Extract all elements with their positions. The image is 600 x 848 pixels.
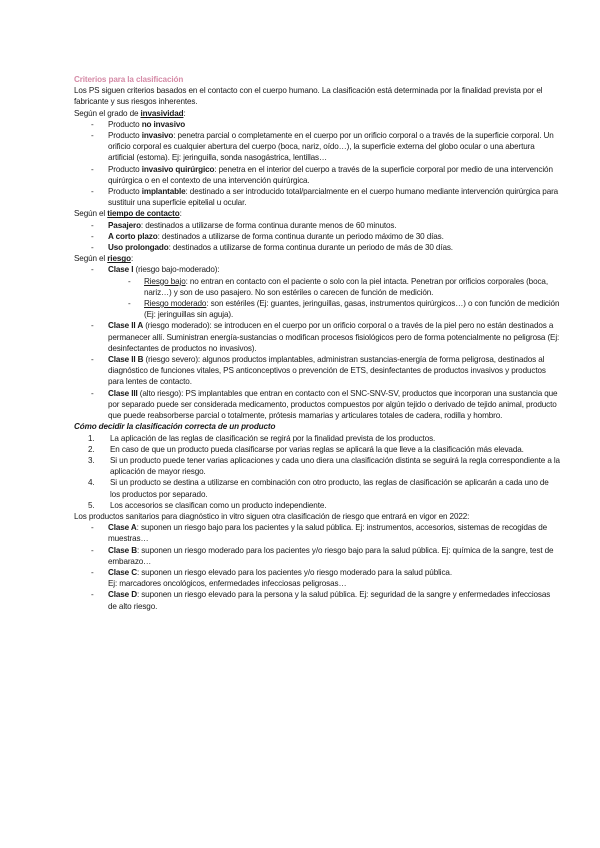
- dash-bullet: -: [91, 590, 94, 600]
- item-text: : destinados a utilizarse de forma continua durante menos de 60 minutos.: [140, 220, 397, 230]
- dash-bullet: -: [91, 164, 94, 174]
- sub-item-text: : son estériles (Ej: guantes, jeringuillas, gasas, instrumentos quirúrgicos…) o con función de medición (Ej: jeringuillas sin aguja).: [144, 299, 560, 320]
- sub-item-term: Riesgo moderado: [144, 299, 207, 309]
- intro-paragraph: Los PS siguen criterios basados en el contacto con el cuerpo humano. La clasificación está determinada por la finalidad prevista por el fabricante y sus riesgos inherentes.: [74, 86, 543, 107]
- dash-bullet: -: [91, 321, 94, 331]
- sub-item-term: Riesgo bajo: [144, 276, 186, 286]
- list-item: [74, 130, 560, 164]
- list-item: [74, 354, 560, 388]
- item-term: no invasivo: [141, 119, 186, 129]
- list-item: [74, 220, 560, 231]
- dash-bullet: -: [128, 276, 131, 286]
- dash-bullet: -: [91, 388, 94, 398]
- lead-text: Según el grado de: [74, 108, 141, 118]
- list-item: [74, 545, 560, 567]
- item-number: 3.: [88, 455, 95, 465]
- item-term: Clase C: [108, 567, 137, 577]
- list-item: [74, 589, 560, 611]
- dash-bullet: -: [91, 265, 94, 275]
- list-item: [74, 320, 560, 354]
- item-term: Clase I: [108, 265, 134, 275]
- dash-bullet: -: [128, 299, 131, 309]
- item-term: implantable: [141, 187, 186, 197]
- item-text: : suponen un riesgo moderado para los pacientes y/o riesgo bajo para la salud pública. Ej: química de la sangre, test de embarazo…: [108, 545, 554, 566]
- item-text: : destinado a ser introducido total/parcialmente en el cuerpo humano mediante intervención quirúrgica para sustituir una superficie epitelial u ocular.: [108, 187, 559, 208]
- item-lead: Producto: [108, 187, 142, 197]
- dash-bullet: -: [91, 567, 94, 577]
- numbered-item: [74, 455, 560, 477]
- item-number: 1.: [88, 433, 95, 443]
- item-number: 2.: [88, 444, 95, 454]
- item-text: Si un producto puede tener varias aplicaciones y cada uno diera una clasificación distinta se seguirá la regla correspondiente a la aplicación de mayor riesgo.: [110, 455, 560, 477]
- item-term: A corto plazo: [108, 231, 158, 241]
- item-number: 4.: [88, 478, 95, 488]
- item-term: Clase III: [108, 388, 138, 398]
- section-heading: Criterios para la clasificación: [74, 75, 184, 84]
- dash-bullet: -: [91, 545, 94, 555]
- decidir-heading: Cómo decidir la clasificación correcta de un producto: [74, 422, 276, 432]
- item-text: : suponen un riesgo elevado para los pacientes y/o riesgo moderado para la salud pública.: [136, 567, 452, 577]
- list-item: [74, 264, 560, 275]
- item-term: Uso prolongado: [108, 243, 169, 253]
- item-term: Clase B: [108, 545, 137, 555]
- sub-item-text: : no entran en contacto con el paciente o solo con la piel intacta. Penetran por orificios corporales (boca, nariz…) y son de uso pasajero. No son estériles o carecen de función de medición.: [144, 276, 548, 297]
- sub-list-item: [74, 276, 560, 298]
- invasividad-term: invasividad: [140, 108, 184, 118]
- item-text: (alto riesgo): PS implantables que entran en contacto con el SNC-SNV-SV, productos que incorporan una sustancia que por separado puede ser considerada medicamento, productos compuestos por algún tejido o derivado de tejido animal, producto que puede reabsorberse parcial o totalmente, prótesis mamarias y articulares totales de cadera, rodilla y hombro.: [108, 388, 558, 421]
- item-term: invasivo: [141, 131, 174, 141]
- dash-bullet: -: [91, 523, 94, 533]
- numbered-item: [74, 477, 560, 499]
- item-lead: Producto: [108, 119, 142, 129]
- item-text: : destinados a utilizarse de forma continua durante un periodo máximo de 30 días.: [157, 231, 444, 241]
- dash-bullet: -: [91, 187, 94, 197]
- colon: :: [179, 209, 182, 219]
- item-lead: Producto: [108, 131, 142, 141]
- list-item: [74, 522, 560, 544]
- dash-bullet: -: [91, 220, 94, 230]
- item-term: invasivo quirúrgico: [141, 164, 215, 174]
- sub-list-item: [74, 298, 560, 320]
- item-text: : penetra parcial o completamente en el cuerpo por un orificio corporal o a través de la superficie corporal. Un orificio corporal es cualquier abertura del cuerpo (boca, nariz, oído…), la superficie externa del globo ocular o una abertura artificial (estoma). Ej: jeringuilla, sonda nasogástrica, lentillas…: [108, 131, 554, 163]
- list-item: [74, 567, 560, 589]
- document-body: [74, 74, 560, 612]
- item-text: : suponen un riesgo bajo para los pacientes y la salud pública. Ej: instrumentos, accesorios, sistemas de recogidas de muestras…: [108, 523, 548, 544]
- item-term: Clase II A: [108, 321, 144, 331]
- colon: :: [130, 254, 134, 264]
- dash-bullet: -: [91, 231, 94, 241]
- invasividad-heading: [74, 108, 560, 119]
- numbered-item: [74, 500, 560, 511]
- dash-bullet: -: [91, 355, 94, 365]
- colon: :: [183, 108, 186, 118]
- item-term: Pasajero: [108, 220, 141, 230]
- dash-bullet: -: [91, 243, 94, 253]
- numbered-item: [74, 433, 560, 444]
- list-item: [74, 119, 560, 130]
- vitro-intro: Los productos sanitarios para diagnóstico in vitro siguen otra clasificación de riesgo que entrará en vigor en 2022:: [74, 511, 470, 521]
- item-lead: Producto: [108, 164, 142, 174]
- list-item: [74, 242, 560, 253]
- riesgo-heading: [74, 253, 560, 264]
- tiempo-term: tiempo de contacto: [107, 209, 180, 219]
- item-example: Ej: marcadores oncológicos, enfermedades infecciosas peligrosas…: [108, 579, 347, 589]
- item-text: : destinados a utilizarse de forma continua durante un periodo de más de 30 días.: [168, 243, 453, 253]
- item-term: Clase II B: [108, 355, 144, 365]
- list-item: [74, 388, 560, 422]
- item-text: : suponen un riesgo elevado para la persona y la salud pública. Ej: seguridad de la sangre y enfermedades infecciosas de alto riesgo.: [108, 590, 551, 611]
- item-text: : penetra en el interior del cuerpo a través de la superficie corporal por medio de una intervención quirúrgica o en el contexto de una intervención quirúrgica.: [108, 164, 553, 185]
- item-text: En caso de que un producto pueda clasificarse por varias reglas se aplicará la que lleve a la clasificación más elevada.: [110, 444, 524, 454]
- item-text: (riesgo bajo-moderado):: [133, 265, 220, 275]
- item-text: (riesgo moderado): se introducen en el cuerpo por un orificio corporal o a través de la piel pero no están destinados a permanecer allí. Suministran energía-sustancias o modifican procesos fisiológicos pero de forma potencialmente no peligrosa (Ej: desinfectantes de productos no invasivos).: [108, 321, 560, 353]
- list-item: [74, 231, 560, 242]
- riesgo-term: riesgo: [107, 254, 131, 264]
- item-term: Clase A: [108, 523, 137, 533]
- lead-text: Según el: [74, 254, 108, 264]
- dash-bullet: -: [91, 119, 94, 129]
- item-number: 5.: [88, 500, 95, 510]
- lead-text: Según el: [74, 209, 108, 219]
- item-text: Los accesorios se clasifican como un producto independiente.: [110, 500, 327, 510]
- tiempo-heading: [74, 208, 560, 219]
- list-item: [74, 164, 560, 186]
- list-item: [74, 186, 560, 208]
- item-text: (riesgo severo): algunos productos implantables, administran sustancias-energía de forma peligrosa, destinados al diagnóstico de funciones vitales, PS anticonceptivos o prevención de ETS, desinfectantes de productos invasivos y productos para lentes de contacto.: [108, 355, 546, 387]
- item-term: Clase D: [108, 590, 137, 600]
- numbered-item: [74, 444, 560, 455]
- item-text: La aplicación de las reglas de clasificación se regirá por la finalidad prevista de los productos.: [110, 433, 436, 443]
- dash-bullet: -: [91, 131, 94, 141]
- item-text: Si un producto se destina a utilizarse en combinación con otro producto, las reglas de clasificación se aplicarán a cada uno de los productos por separado.: [110, 478, 549, 499]
